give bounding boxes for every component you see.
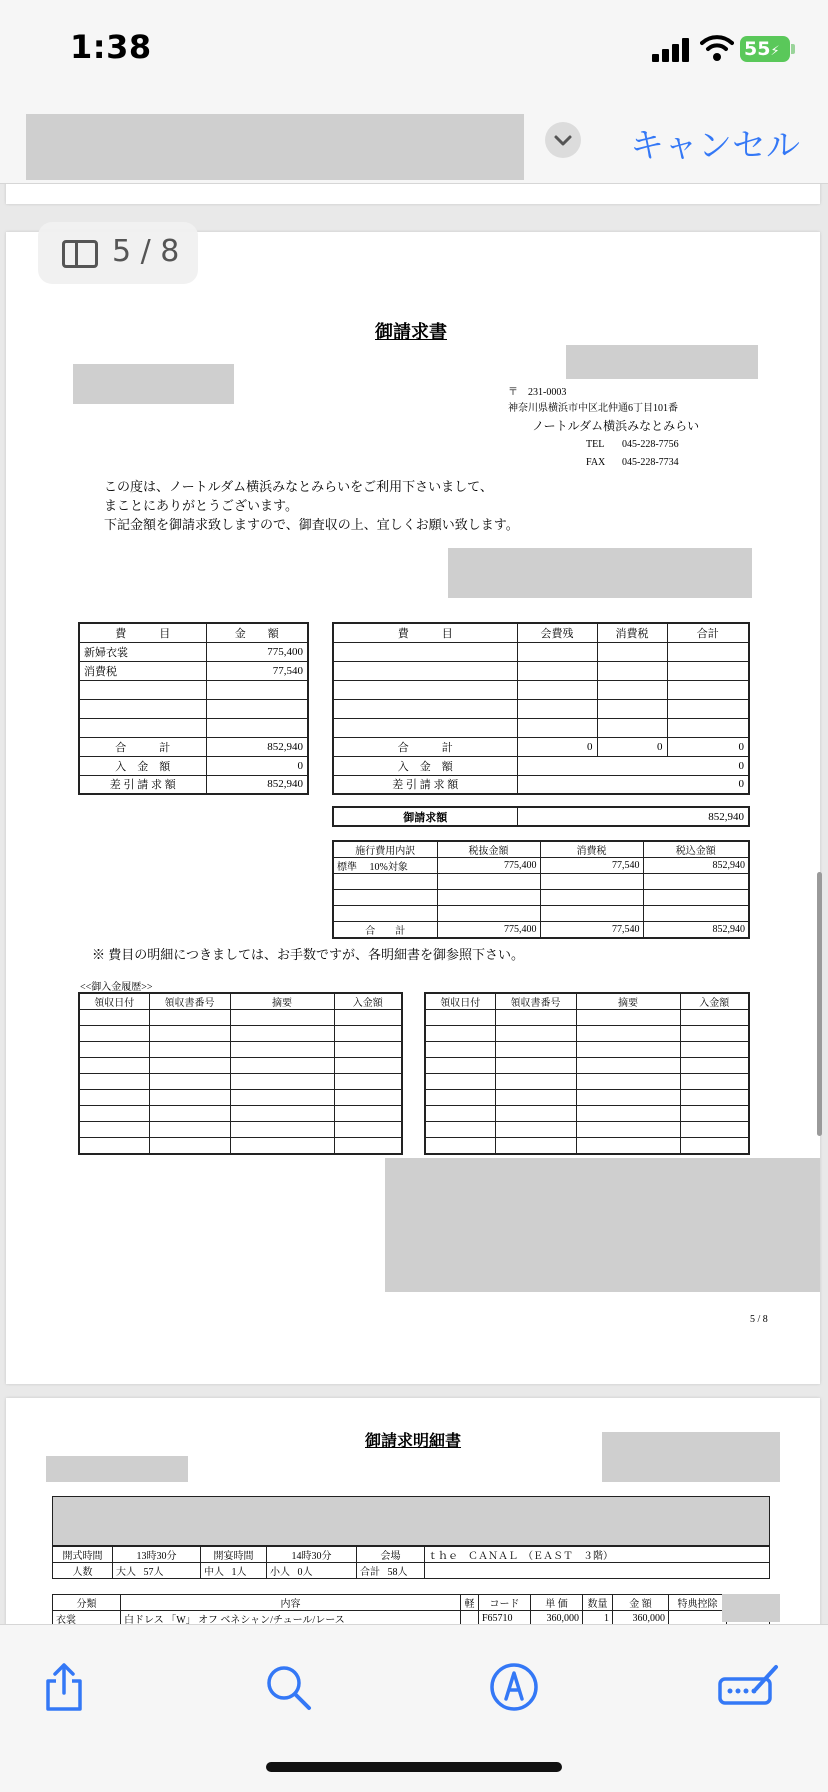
balance-label: 差 引 請 求 額 xyxy=(79,775,206,794)
grand-total-value: 852,940 xyxy=(517,807,749,826)
balance-amount: 852,940 xyxy=(206,775,308,794)
row-qty: 1 xyxy=(583,1611,613,1625)
document-viewer[interactable] xyxy=(0,184,828,1624)
redacted-block xyxy=(602,1432,780,1482)
table-row xyxy=(79,661,308,680)
adult-count: 57人 xyxy=(143,1567,164,1578)
hall-name: ｔｈｅ ＣＡＮＡＬ （ＥＡＳＴ ３階） xyxy=(425,1547,770,1563)
table-row xyxy=(425,1074,749,1090)
total-balance: 0 xyxy=(517,737,597,756)
row-code: F65710 xyxy=(479,1611,531,1625)
people-label: 人数 xyxy=(53,1563,113,1579)
table-row xyxy=(333,858,749,874)
cancel-button[interactable]: キャンセル xyxy=(630,127,800,165)
table-row xyxy=(79,642,308,661)
scrollbar[interactable] xyxy=(817,872,822,1136)
table-row xyxy=(333,680,749,699)
total-label: 合 計 xyxy=(333,737,517,756)
header-tax: 消費税 xyxy=(540,841,643,858)
tel-number: 045-228-7756 xyxy=(622,439,679,450)
header-receipt: 領収書番号 xyxy=(495,993,576,1010)
header-category: 分類 xyxy=(53,1595,121,1611)
table-row xyxy=(333,906,749,922)
with-tax-amount: 852,940 xyxy=(643,858,749,874)
table-row xyxy=(79,1122,402,1138)
signature-icon[interactable] xyxy=(716,1659,782,1715)
table-row xyxy=(79,1074,402,1090)
item-amount: 775,400 xyxy=(206,642,308,661)
payment-history-label: <<御入金履歴>> xyxy=(80,982,153,993)
fax-number: 045-228-7734 xyxy=(622,457,679,468)
mid-label: 中人 xyxy=(204,1567,224,1578)
redacted-block xyxy=(46,1456,188,1482)
header-desc: 摘要 xyxy=(230,993,334,1010)
nav-bar xyxy=(0,100,828,184)
party-label: 開宴時間 xyxy=(201,1547,267,1563)
row-content: 白ドレス 「W」 オフ ベネシャン/チュール/レース xyxy=(121,1611,461,1625)
header-desc: 摘要 xyxy=(576,993,680,1010)
header-with-tax: 税込金額 xyxy=(643,841,749,858)
total-label: 合 計 xyxy=(333,922,437,939)
item-name: 新婦衣裳 xyxy=(79,642,206,661)
markup-icon[interactable] xyxy=(486,1659,542,1715)
party-time: 14時30分 xyxy=(267,1547,357,1563)
wifi-icon xyxy=(700,34,734,62)
battery-icon: 55⚡ xyxy=(740,36,790,62)
total-label: 合 計 xyxy=(79,737,206,756)
headcount-mid xyxy=(201,1563,267,1579)
table-row xyxy=(79,1010,402,1026)
paid-label: 入 金 額 xyxy=(333,756,517,775)
table-row xyxy=(425,1090,749,1106)
paid-label: 入 金 額 xyxy=(79,756,206,775)
table-row xyxy=(79,699,308,718)
redacted-recipient xyxy=(73,364,234,404)
table-row xyxy=(425,1042,749,1058)
headcount-child xyxy=(267,1563,357,1579)
fax-label: FAX xyxy=(586,457,606,468)
event-info-table xyxy=(52,1546,770,1579)
previous-page xyxy=(6,184,820,204)
table-row xyxy=(333,661,749,680)
child-label: 小人 xyxy=(270,1567,290,1578)
table-row xyxy=(79,718,308,737)
header-qty: 数量 xyxy=(583,1595,613,1611)
header-tax: 消費税 xyxy=(597,623,667,642)
table-row xyxy=(79,1026,402,1042)
header-amount: 入金額 xyxy=(680,993,749,1010)
invoice-title: 御請求書 xyxy=(375,322,447,342)
adult-label: 大人 xyxy=(116,1567,136,1578)
row-price: 360,000 xyxy=(531,1611,583,1625)
table-row xyxy=(333,890,749,906)
header-amount: 入金額 xyxy=(334,993,402,1010)
charges-table xyxy=(78,622,309,795)
home-indicator xyxy=(266,1762,562,1772)
table-row xyxy=(425,1106,749,1122)
fees-table xyxy=(332,622,750,795)
grand-total-table xyxy=(332,806,750,827)
header-total: 合計 xyxy=(667,623,749,642)
total-amount: 852,940 xyxy=(206,737,308,756)
battery-level: 55 xyxy=(744,38,771,60)
intro-line-1: この度は、ノートルダム横浜みなとみらいをご利用下さいまして、 xyxy=(104,479,493,494)
table-row xyxy=(79,680,308,699)
total-tax: 0 xyxy=(597,737,667,756)
page-footer: 5 / 8 xyxy=(750,1314,768,1325)
header-pretax: 税抜金額 xyxy=(437,841,540,858)
intro-line-2: まことにありがとうございます。 xyxy=(104,498,298,513)
item-name: 消費税 xyxy=(79,661,206,680)
table-row xyxy=(79,1042,402,1058)
table-row xyxy=(79,1058,402,1074)
redacted-block xyxy=(722,1594,780,1622)
table-row xyxy=(333,718,749,737)
header-item: 費 目 xyxy=(333,623,517,642)
header-balance: 会費残 xyxy=(517,623,597,642)
sidebar-icon xyxy=(62,240,98,268)
tax-breakdown-table xyxy=(332,840,750,939)
header-reduced: 軽 xyxy=(461,1595,479,1611)
detail-page xyxy=(6,1398,820,1624)
total-tax: 77,540 xyxy=(540,922,643,939)
redacted-document-title xyxy=(26,114,524,180)
header-item: 費 目 xyxy=(79,623,206,642)
table-row xyxy=(79,1090,402,1106)
payment-history-table-right xyxy=(424,992,750,1155)
table-row xyxy=(425,1026,749,1042)
grand-total-label: 御請求額 xyxy=(333,807,517,826)
header-price: 単 価 xyxy=(531,1595,583,1611)
share-icon[interactable] xyxy=(36,1659,92,1715)
balance-label: 差 引 請 求 額 xyxy=(333,775,517,794)
redacted-block xyxy=(385,1158,820,1292)
redacted-block xyxy=(566,345,758,379)
header-content: 内容 xyxy=(121,1595,461,1611)
tel-label: TEL xyxy=(586,439,605,450)
header-amount: 金 額 xyxy=(206,623,308,642)
row-category: 衣裳 xyxy=(53,1611,121,1625)
table-row xyxy=(425,1122,749,1138)
note: ※ 費目の明細につきましては、お手数ですが、各明細書を御参照下さい。 xyxy=(92,947,524,962)
table-row xyxy=(53,1611,770,1625)
header-receipt: 領収書番号 xyxy=(149,993,230,1010)
hall-label: 会場 xyxy=(357,1547,425,1563)
table-row xyxy=(79,1138,402,1154)
table-row xyxy=(425,1010,749,1026)
total-with-tax: 852,940 xyxy=(643,922,749,939)
start-label: 開式時間 xyxy=(53,1547,113,1563)
start-time: 13時30分 xyxy=(113,1547,201,1563)
row-amount: 360,000 xyxy=(613,1611,669,1625)
item-amount: 77,540 xyxy=(206,661,308,680)
header-amount: 金 額 xyxy=(613,1595,669,1611)
child-count: 0人 xyxy=(297,1567,313,1578)
header-code: コード xyxy=(479,1595,531,1611)
header-breakdown: 施行費用内訳 xyxy=(333,841,437,858)
sum-label: 合計 xyxy=(360,1567,380,1578)
payment-history-table-left xyxy=(78,992,403,1155)
postal-code: 〒 231-0003 xyxy=(508,387,567,398)
status-bar xyxy=(0,0,828,100)
paid-amount: 0 xyxy=(517,756,749,775)
page-counter-text: 5 / 8 xyxy=(112,234,180,269)
title-menu-button[interactable] xyxy=(545,122,581,158)
search-icon[interactable] xyxy=(260,1659,316,1715)
address: 神奈川県横浜市中区北仲通6丁目101番 xyxy=(508,403,678,414)
balance-amount: 0 xyxy=(517,775,749,794)
chevron-down-icon xyxy=(545,122,581,158)
redacted-block xyxy=(448,548,752,598)
table-row xyxy=(333,699,749,718)
headcount-sum xyxy=(357,1563,425,1579)
headcount-adult xyxy=(113,1563,201,1579)
header-discount: 特典控除 xyxy=(669,1595,727,1611)
sum-count: 58人 xyxy=(387,1567,408,1578)
total-sum: 0 xyxy=(667,737,749,756)
intro-line-3: 下記金額を御請求致しますので、御査収の上、宜しくお願い致します。 xyxy=(104,517,519,532)
paid-amount: 0 xyxy=(206,756,308,775)
breakdown-label: 標準 10%対象 xyxy=(333,858,437,874)
header-date: 領収日付 xyxy=(79,993,149,1010)
cellular-signal-icon xyxy=(652,38,692,62)
page-counter[interactable] xyxy=(38,222,198,284)
pretax-amount: 775,400 xyxy=(437,858,540,874)
venue-name: ノートルダム横浜みなとみらい xyxy=(532,419,700,433)
table-row xyxy=(333,874,749,890)
invoice-page xyxy=(6,232,820,1384)
detail-title: 御請求明細書 xyxy=(365,1433,462,1450)
table-row xyxy=(425,1058,749,1074)
table-row xyxy=(425,1138,749,1154)
redacted-block xyxy=(52,1496,770,1546)
table-row xyxy=(79,1106,402,1122)
tax-amount: 77,540 xyxy=(540,858,643,874)
total-pretax: 775,400 xyxy=(437,922,540,939)
battery-tip xyxy=(791,44,795,54)
status-time: 1:38 xyxy=(70,28,152,66)
detail-items-table xyxy=(52,1594,770,1624)
table-row xyxy=(333,642,749,661)
mid-count: 1人 xyxy=(231,1567,247,1578)
header-date: 領収日付 xyxy=(425,993,495,1010)
